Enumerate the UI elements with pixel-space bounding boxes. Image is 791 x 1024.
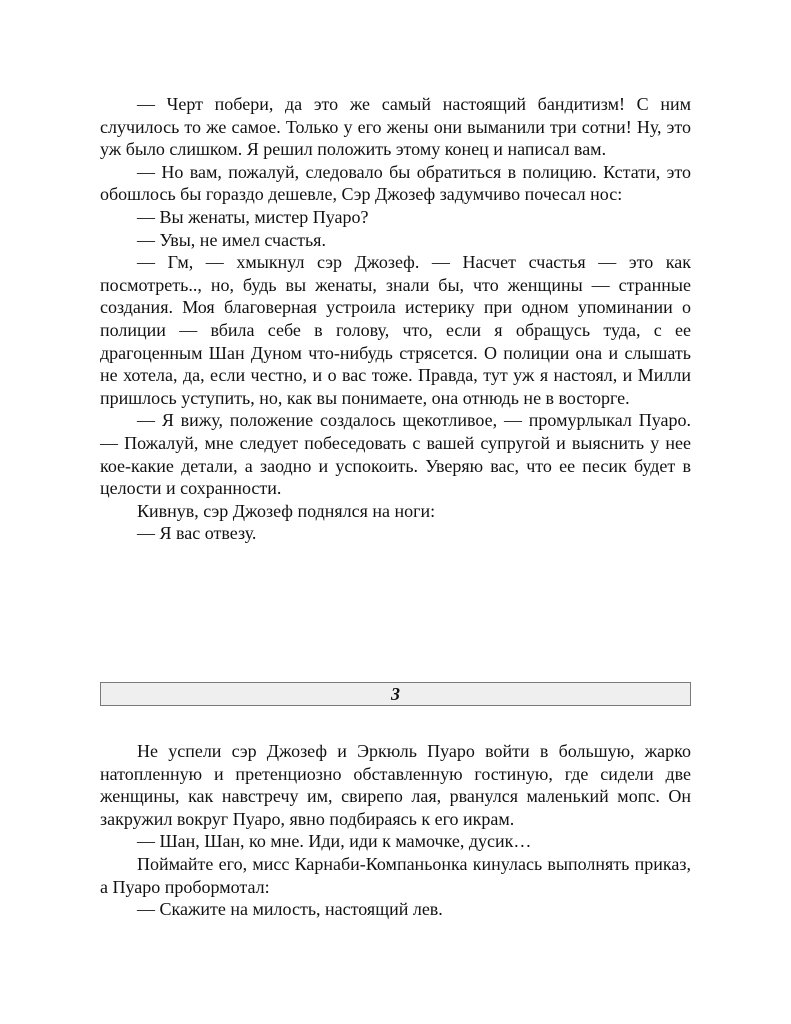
paragraph: Поймайте его, мисс Карнаби-Компаньонка кинулась выполнять приказ, а Пуаро пробормотал: — [100, 853, 691, 897]
chapter-number: 3 — [391, 684, 400, 704]
paragraph: Кивнув, сэр Джозеф поднялся на ноги: — [137, 500, 436, 521]
paragraph: Не успели сэр Джозеф и Эркюль Пуаро войти в большую, жарко натопленную и претенциозно обставленную гостиную, где сидели две женщины, как навстречу им, свирепо лая, рванулся маленький мопс. Он закружил вокруг Пуаро, явно подбираясь к его икрам. — [100, 741, 691, 829]
paragraph: — Скажите на милость, настоящий лев. — [137, 899, 443, 920]
paragraph: — Вы женаты, мистер Пуаро? — [137, 206, 369, 227]
text-block-lower — [100, 740, 691, 921]
paragraph: — Гм, — хмыкнул сэр Джозеф. — Насчет счастья — это как посмотреть.., но, будь вы женаты, знали бы, что женщины — странные создания. Моя благоверная устроила истерику при одном упоминании о полиции — вбила себе в голову, что, если я обращусь туда, с ее драгоценным Шан Дуном что-нибудь стрясется. О полиции она и слышать не хотела, да, если честно, и о вас тоже. Правда, тут уж я настоял, и Милли пришлось уступить, но, как вы понимаете, она отнюдь не в восторге. — [100, 252, 691, 408]
paragraph: — Я вас отвезу. — [137, 523, 257, 544]
paragraph: — Увы, не имел счастья. — [137, 229, 326, 250]
paragraph: — Черт побери, да это же самый настоящий бандитизм! С ним случилось то же самое. Только у его жены они выманили три сотни! Ну, это уж было слишком. Я решил положить этому конец и написал вам. — [100, 94, 691, 160]
chapter-heading — [100, 682, 691, 706]
text-block-upper — [100, 93, 691, 545]
paragraph: — Я вижу, положение создалось щекотливое, — промурлыкал Пуаро. — Пожалуй, мне следует побеседовать с вашей супругой и выяснить у нее кое-какие детали, а заодно и успокоить. Уверяю вас, что ее песик будет в целости и сохранности. — [100, 410, 691, 499]
paragraph: — Шан, Шан, ко мне. Иди, иди к мамочке, дусик… — [137, 831, 532, 852]
paragraph: — Но вам, пожалуй, следовало бы обратиться в полицию. Кстати, это обошлось бы гораздо дешевле, Сэр Джозеф задумчиво почесал нос: — [100, 161, 691, 205]
